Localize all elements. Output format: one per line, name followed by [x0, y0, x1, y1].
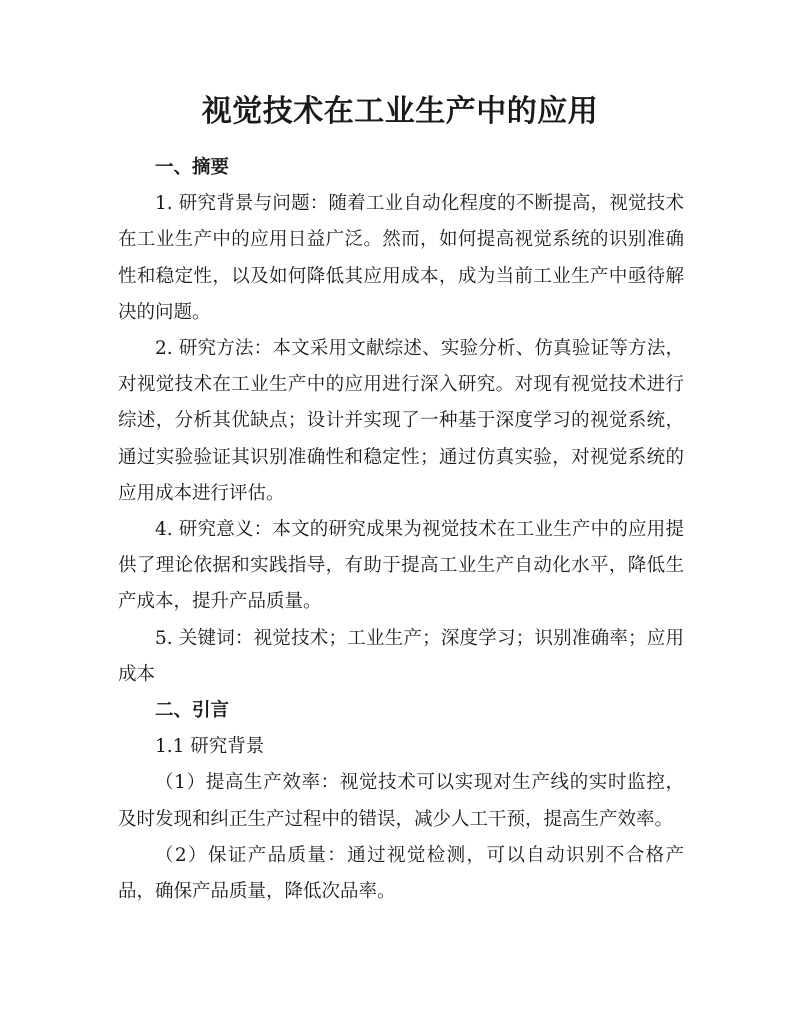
abstract-paragraph-methods: 2. 研究方法：本文采用文献综述、实验分析、仿真验证等方法，对视觉技术在工业生产中的应用进行深入研究。对现有视觉技术进行综述，分析其优缺点；设计并实现了一种基于深度学习的视觉系统，通过实验验证其识别准确性和稳定性；通过仿真实验，对视觉系统的应用成本进行评估。 [118, 338, 684, 504]
abstract-paragraph-significance: 4. 研究意义：本文的研究成果为视觉技术在工业生产中的应用提供了理论依据和实践指导，有助于提高工业生产自动化水平，降低生产成本，提升产品质量。 [118, 519, 684, 613]
document-body [118, 150, 684, 910]
abstract-paragraph-keywords: 5. 关键词：视觉技术；工业生产；深度学习；识别准确率；应用成本 [118, 627, 684, 685]
subsection-heading-background: 1.1 研究背景 [155, 736, 265, 758]
abstract-paragraph-background: 1. 研究背景与问题：随着工业自动化程度的不断提高，视觉技术在工业生产中的应用日益广泛。然而，如何提高视觉系统的识别准确性和稳定性，以及如何降低其应用成本，成为当前工业生产中亟待解决的问题。 [118, 193, 684, 323]
introduction-paragraph-quality: （2）保证产品质量：通过视觉检测，可以自动识别不合格产品，确保产品质量，降低次品率。 [118, 844, 684, 903]
section-heading-introduction: 二、引言 [155, 700, 230, 722]
document-title: 视觉技术在工业生产中的应用 [201, 94, 599, 129]
section-heading-abstract: 一、摘要 [155, 157, 230, 178]
introduction-paragraph-efficiency: （1）提高生产效率：视觉技术可以实现对生产线的实时监控，及时发现和纠正生产过程中的错误，减少人工干预，提高生产效率。 [118, 772, 684, 830]
